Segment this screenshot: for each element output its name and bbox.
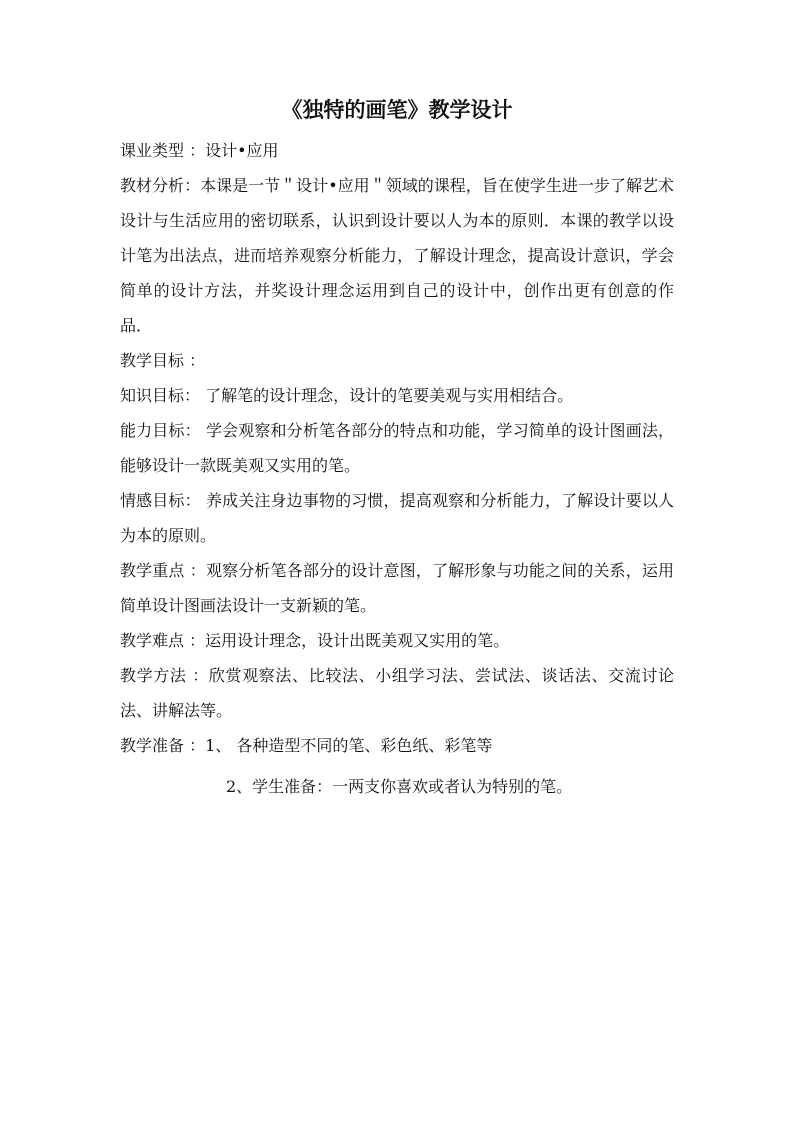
knowledge-goal: 知识目标： 了解笔的设计理念，设计的笔要美观与实用相结合。	[120, 386, 574, 406]
teaching-preparation-1: 教学准备 ：1、 各种造型不同的笔、彩色纸、彩笔等	[120, 736, 493, 756]
ability-goal: 能力目标： 学会观察和分析笔各部分的特点和功能，学习简单的设计图画法，能够设计一款既美观又实用的笔。	[120, 421, 674, 476]
material-analysis: 教材分析：本课是一节＂设计•应用＂领域的课程，旨在使学生进一步了解艺术设计与生活应用的密切联系，认识到设计要以人为本的原则．本课的教学以设计笔为出法点，进而培养观察分析能力，了解设计理念，提高设计意识，学会简单的设计方法，并奖设计理念运用到自己的设计中，创作出更有创意的作品．	[120, 176, 674, 336]
course-type: 课业类型 ：设计•应用	[120, 141, 279, 161]
document-title: 《独特的画笔》教学设计	[281, 97, 513, 122]
teaching-goals-heading: 教学目标 ：	[120, 351, 206, 371]
emotion-goal: 情感目标： 养成关注身边事物的习惯，提高观察和分析能力，了解设计要以人为本的原则。	[120, 491, 674, 546]
teaching-key-points: 教学重点 ：观察分析笔各部分的设计意图，了解形象与功能之间的关系，运用简单设计图画法设计一支新颖的笔。	[120, 561, 674, 616]
teaching-difficulties: 教学难点 ：运用设计理念，设计出既美观又实用的笔。	[120, 631, 510, 651]
teaching-preparation-2: 2、学生准备：一两支你喜欢或者认为特别的笔。	[226, 777, 573, 797]
teaching-methods: 教学方法 ：欣赏观察法、比较法、小组学习法、尝试法、谈话法、交流讨论法、讲解法等。	[120, 666, 674, 721]
